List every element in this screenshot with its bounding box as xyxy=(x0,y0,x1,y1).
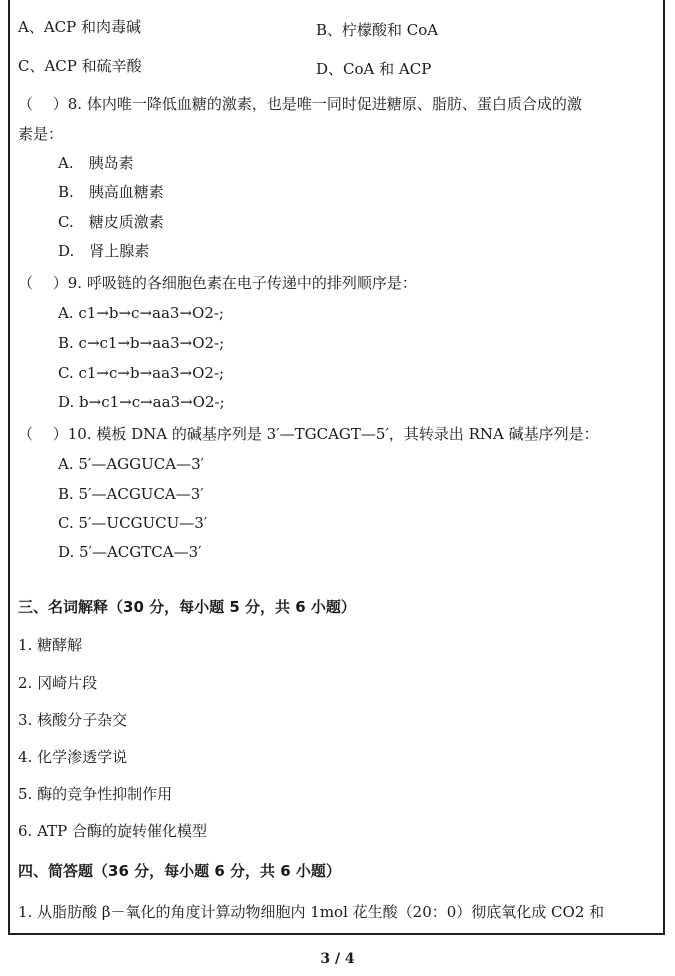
q9-option-a: A. c1→b→c→aa3→O2-; xyxy=(58,304,224,322)
q7-option-c: C、ACP 和硫辛酸 xyxy=(18,57,142,75)
section4-heading: 四、简答题（36 分，每小题 6 分，共 6 小题） xyxy=(18,862,341,880)
section3-item-3: 3. 核酸分子杂交 xyxy=(18,711,128,729)
section3-item-6: 6. ATP 合酶的旋转催化模型 xyxy=(18,822,207,840)
q8-option-b: B. 胰高血糖素 xyxy=(58,183,164,201)
q8-stem-line2: 素是： xyxy=(18,125,64,143)
q10-option-b: B. 5′—ACGUCA—3′ xyxy=(58,485,204,503)
section4-item-1: 1. 从脂肪酸 β－氧化的角度计算动物细胞内 1mol 花生酸（20：0）彻底氧化成 CO2 和 xyxy=(18,903,605,921)
q10-stem: （ ）10. 模板 DNA 的碱基序列是 3′—TGCAGT—5′，其转录出 RNA 碱基序列是： xyxy=(18,425,599,443)
section3-item-4: 4. 化学渗透学说 xyxy=(18,748,128,766)
section3-item-5: 5. 酶的竞争性抑制作用 xyxy=(18,785,173,803)
section3-item-1: 1. 糖酵解 xyxy=(18,636,83,654)
section3-item-2: 2. 冈崎片段 xyxy=(18,674,98,692)
q7-option-d: D、CoA 和 ACP xyxy=(316,60,432,78)
section3-heading: 三、名词解释（30 分，每小题 5 分，共 6 小题） xyxy=(18,598,356,616)
q7-option-a: A、ACP 和肉毒碱 xyxy=(18,18,142,36)
page-number: 3 / 4 xyxy=(320,951,355,967)
q9-option-b: B. c→c1→b→aa3→O2-; xyxy=(58,334,225,352)
q10-option-a: A. 5′—AGGUCA—3′ xyxy=(58,455,205,473)
q9-stem: （ ）9. 呼吸链的各细胞色素在电子传递中的排列顺序是： xyxy=(18,274,417,292)
q7-option-b: B、柠檬酸和 CoA xyxy=(316,21,439,39)
q8-option-c: C. 糖皮质激素 xyxy=(58,213,164,231)
q8-stem-line1: （ ）8. 体内唯一降低血糖的激素，也是唯一同时促进糖原、脂肪、蛋白质合成的激 xyxy=(18,95,582,113)
q8-option-a: A. 胰岛素 xyxy=(58,154,134,172)
q10-option-c: C. 5′—UCGUCU—3′ xyxy=(58,514,208,532)
q10-option-d: D. 5′—ACGTCA—3′ xyxy=(58,543,202,561)
q9-option-d: D. b→c1→c→aa3→O2-; xyxy=(58,393,225,411)
q8-option-d: D. 肾上腺素 xyxy=(58,242,150,260)
q9-option-c: C. c1→c→b→aa3→O2-; xyxy=(58,364,225,382)
